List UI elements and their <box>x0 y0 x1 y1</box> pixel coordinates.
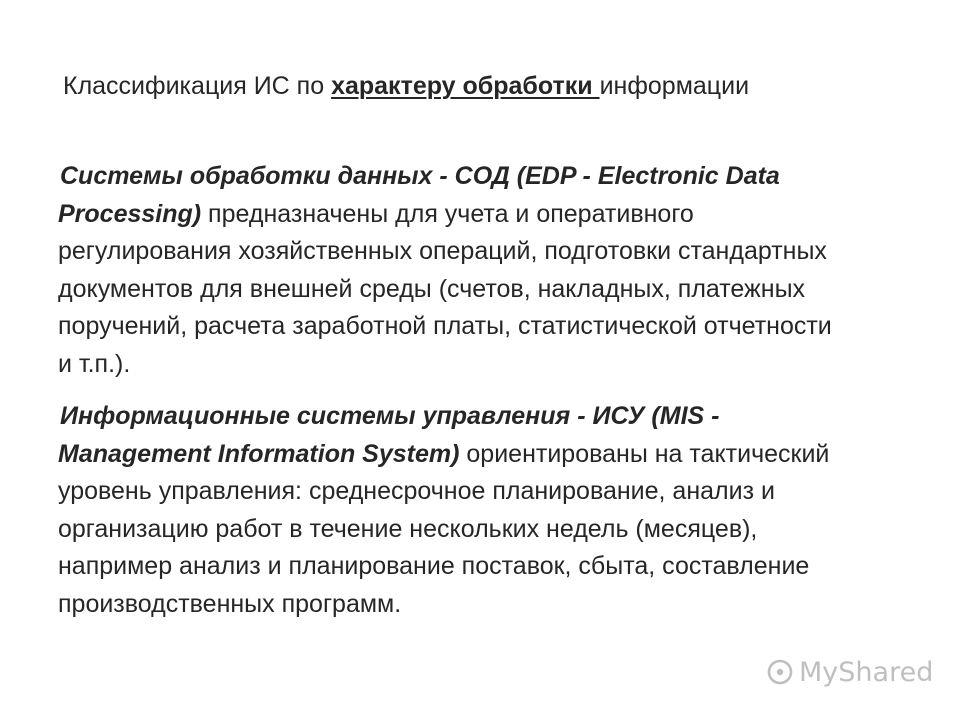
title-suffix: информации <box>599 72 750 100</box>
paragraph-edp <box>58 158 848 384</box>
watermark <box>765 652 933 692</box>
watermark-text: MyShared <box>799 656 934 688</box>
title-prefix: Классификация ИС по <box>63 72 332 100</box>
paragraph-mis-text: ориентированы на тактический уровень управления: среднесрочное планирование, анализ и организацию работ в течение нескольких недель (месяцев), например анализ и планирование поставок, сбыта, составление производственных программ. <box>58 439 830 618</box>
myshared-logo-icon <box>765 657 795 687</box>
paragraph-edp-text: предназначены для учета и оперативного регулирования хозяйственных операций, подготовки стандартных документов для внешней среды (счетов, накладных, платежных поручений, расчета заработной платы, статистической отчетности и т.п.). <box>58 199 832 378</box>
term-edp: Системы обработки данных - СОД (EDP - Electronic Data Processing) <box>58 162 780 228</box>
slide-title <box>63 68 923 104</box>
title-emphasis: характеру обработки <box>331 72 600 100</box>
paragraph-mis <box>58 398 848 624</box>
term-mis: Информационные системы управления - ИСУ (MIS - Management Information System) <box>58 402 720 468</box>
